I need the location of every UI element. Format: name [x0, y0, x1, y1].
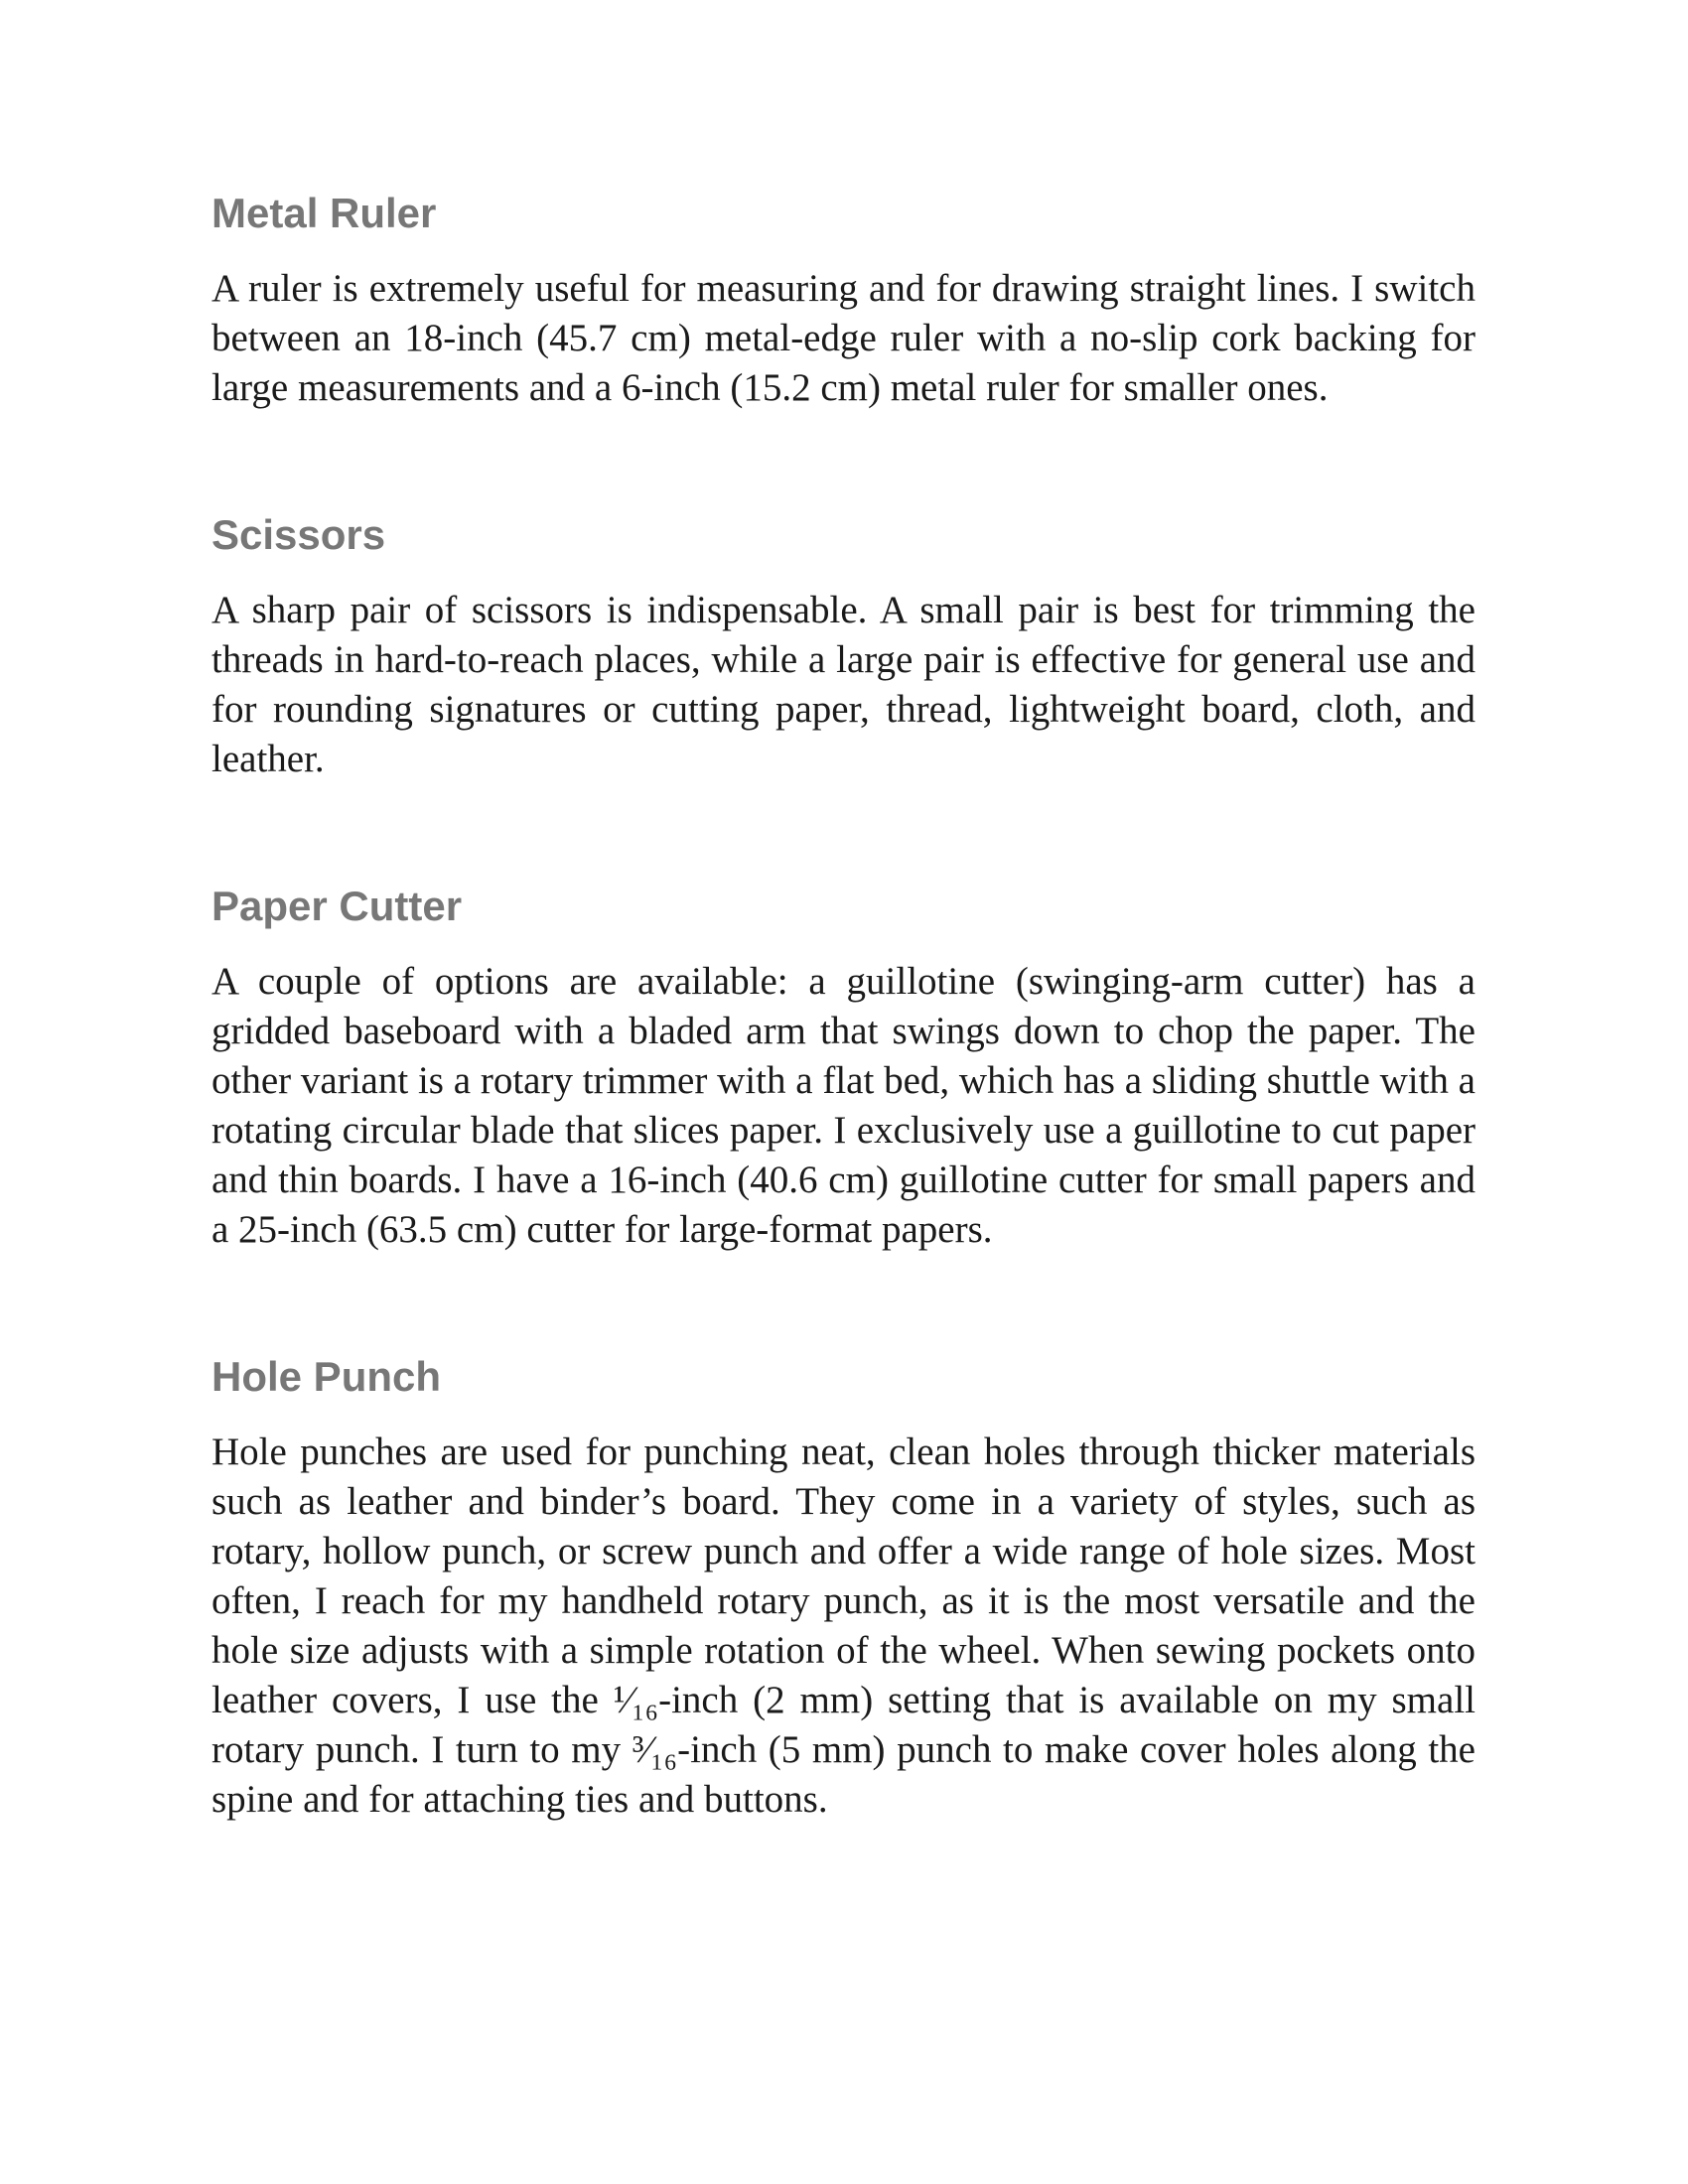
section-heading: Hole Punch: [211, 1353, 442, 1400]
section-paragraph: A ruler is extremely useful for measuring and for drawing straight lines. I switch between an 18-inch (45.7 cm) metal-edge ruler with a no-slip cork backing for large measurements and a 6-inch (15.2 cm) metal ruler for smaller ones.: [211, 267, 1476, 409]
section-paper-cutter: [211, 882, 1476, 1255]
section-paragraph: A couple of options are available: a guillotine (swinging-arm cutter) has a gridded baseboard with a bladed arm that swings down to chop the paper. The other variant is a rotary trimmer with a flat bed, which has a sliding shuttle with a rotating circular blade that slices paper. I exclusively use a guillotine to cut paper and thin boards. I have a 16-inch (40.6 cm) guillotine cutter for small papers and a 25-inch (63.5 cm) cutter for large-format papers.: [211, 960, 1476, 1251]
section-heading: Scissors: [211, 511, 386, 558]
section-metal-ruler: [211, 189, 1476, 413]
section-paragraph: Hole punches are used for punching neat, clean holes through thicker materials such as leather and binder’s board. They come in a variety of styles, such as rotary, hollow punch, or screw punch and offer a wide range of hole sizes. Most often, I reach for my handheld rotary punch, as it is the most versatile and the hole size adjusts with a simple rotation of the wheel. When sewing pockets onto leather covers, I use the ¹⁄₁₆-inch (2 mm) setting that is available on my small rotary punch. I turn to my ³⁄₁₆-inch (5 mm) punch to make cover holes along the spine and for attaching ties and buttons.: [211, 1431, 1476, 1821]
section-scissors: [211, 510, 1476, 784]
section-heading: Paper Cutter: [211, 883, 463, 929]
page-content: [211, 189, 1476, 1825]
section-heading: Metal Ruler: [211, 190, 437, 236]
section-paragraph: A sharp pair of scissors is indispensable. A small pair is best for trimming the threads in hard-to-reach places, while a large pair is effective for general use and for rounding signatures or cutting paper, thread, lightweight board, cloth, and leather.: [211, 589, 1476, 780]
section-hole-punch: [211, 1352, 1476, 1825]
